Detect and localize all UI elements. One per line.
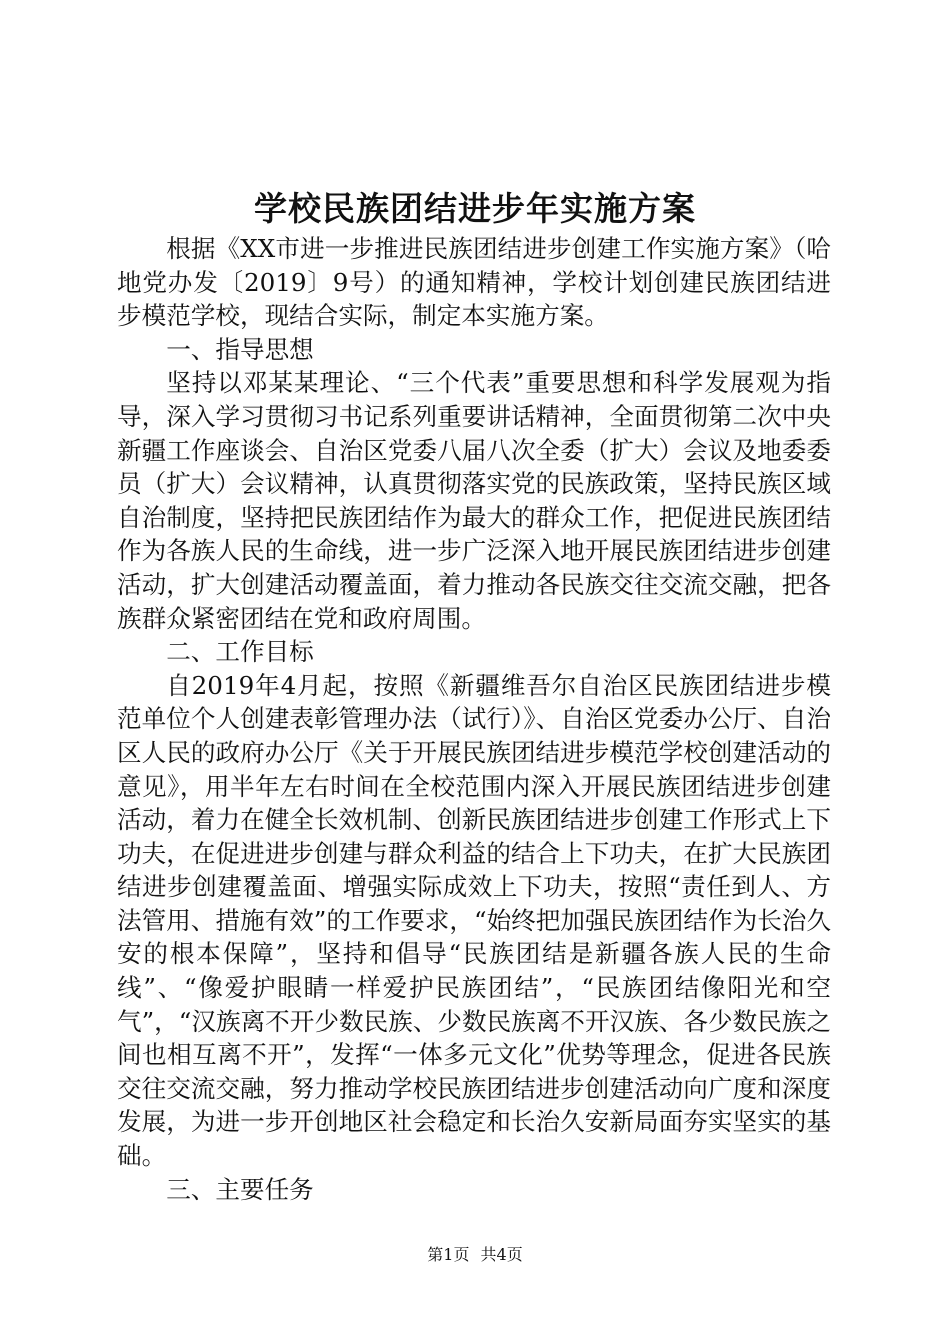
heading-work-goals: 二、工作目标 — [166, 637, 314, 667]
document-body — [117, 232, 831, 1206]
heading-guiding-thought: 一、指导思想 — [166, 334, 314, 364]
heading-main-tasks: 三、主要任务 — [166, 1174, 314, 1204]
document-title: 学校民族团结进步年实施方案 — [254, 189, 696, 228]
paragraph-guiding-thought: 坚持以邓某某理论、“三个代表”重要思想和科学发展观为指导，深入学习贯彻习书记系列重要讲话精神，全面贯彻第二次中央新疆工作座谈会、自治区党委八届八次全委（扩大）会议及地委委员（扩大）会议精神，认真贯彻落实党的民族政策，坚持民族区域自治制度，坚持把民族团结作为最大的群众工作，把促进民族团结作为各族人民的生命线，进一步广泛深入地开展民族团结进步创建活动，扩大创建活动覆盖面，着力推动各民族交往交流交融，把各族群众紧密团结在党和政府周围。 — [117, 368, 831, 633]
page-total: 共4页 — [480, 1245, 523, 1264]
paragraph-intro: 根据《XX市进一步推进民族团结进步创建工作实施方案》（哈地党办发〔2019〕9号）的通知精神，学校计划创建民族团结进步模范学校，现结合实际，制定本实施方案。 — [117, 234, 831, 331]
page-footer — [0, 1243, 950, 1267]
paragraph-work-goals: 自2019年4月起，按照《新疆维吾尔自治区民族团结进步模范单位个人创建表彰管理办法（试行）》、自治区党委办公厅、自治区人民的政府办公厅《关于开展民族团结进步模范学校创建活动的意见》，用半年左右时间在全校范围内深入开展民族团结进步创建活动，着力在健全长效机制、创新民族团结进步创建工作形式上下功夫，在促进进步创建与群众利益的结合上下功夫，在扩大民族团结进步创建覆盖面、增强实际成效上下功夫，按照“责任到人、方法管用、措施有效”的工作要求，“始终把加强民族团结作为长治久安的根本保障”，坚持和倡导“民族团结是新疆各族人民的生命线”、“像爱护眼睛一样爱护民族团结”，“民族团结像阳光和空气”，“汉族离不开少数民族、少数民族离不开汉族、各少数民族之间也相互离不开”，发挥“一体多元文化”优势等理念，促进各民族交往交流交融，努力推动学校民族团结进步创建活动向广度和深度发展，为进一步开创地区社会稳定和长治久安新局面夯实坚实的基础。 — [117, 670, 831, 1171]
page-number: 第1页 — [427, 1245, 470, 1264]
